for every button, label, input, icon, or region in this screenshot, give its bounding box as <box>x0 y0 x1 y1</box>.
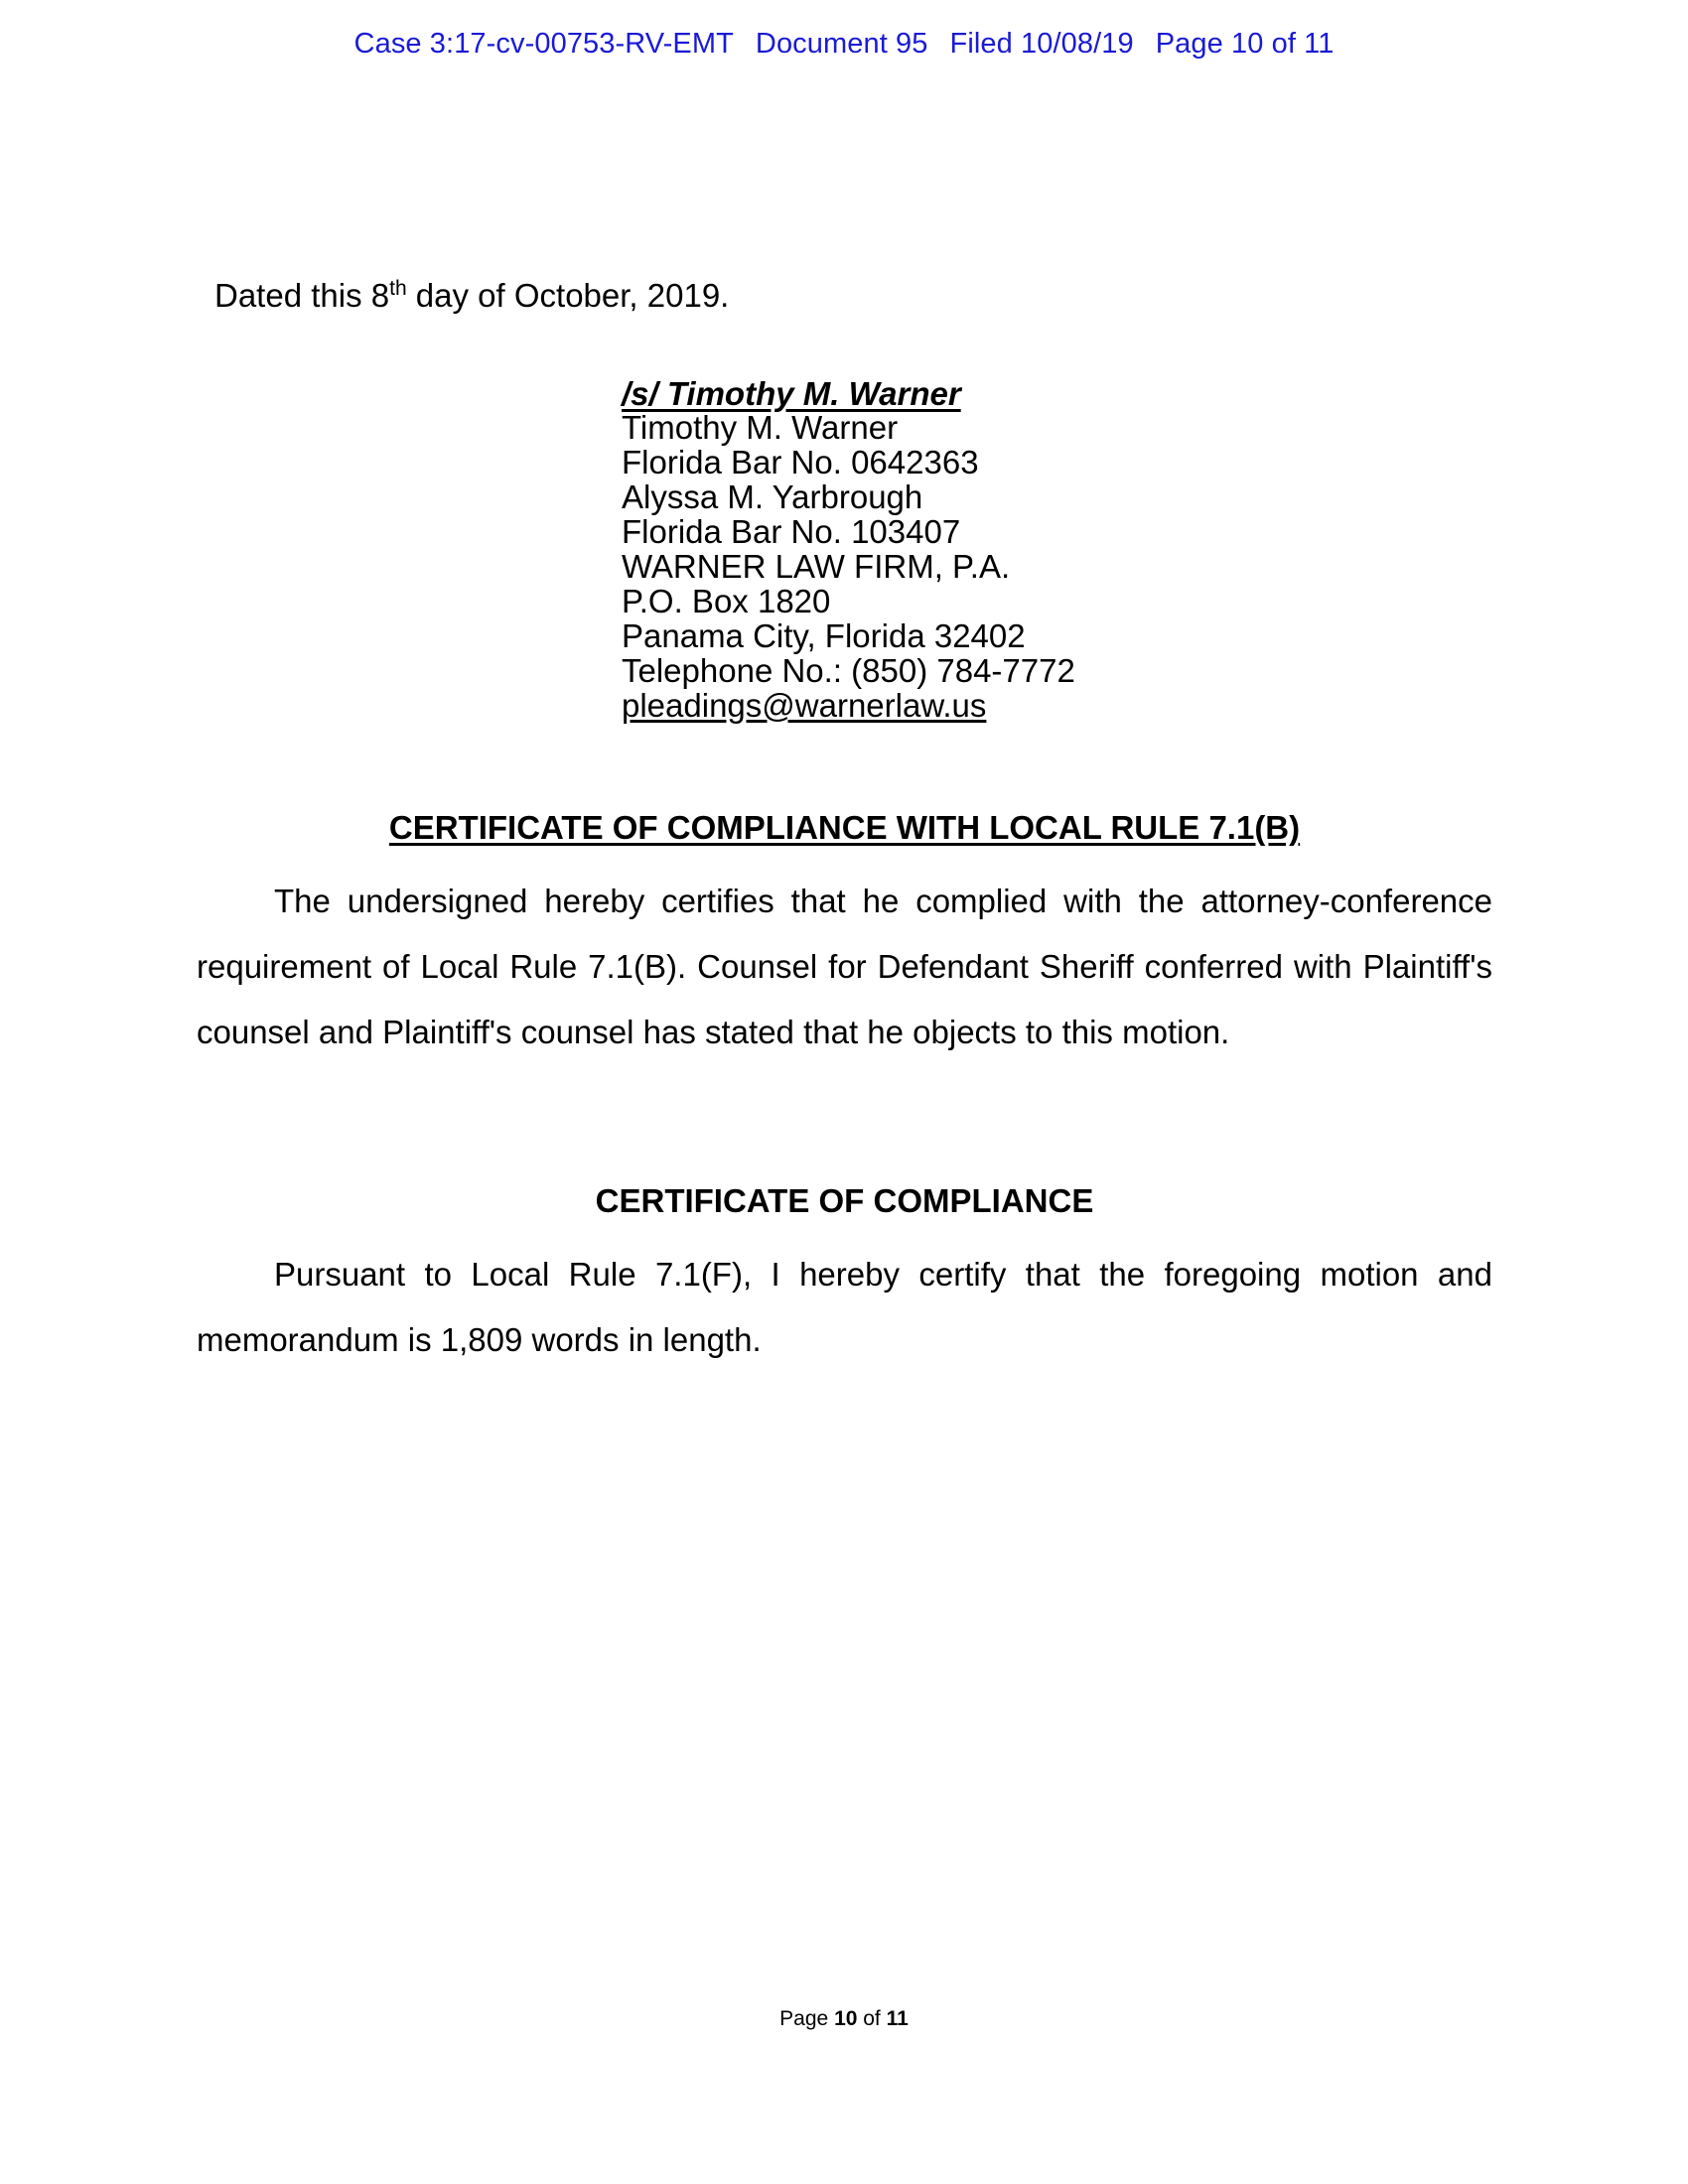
ecf-header-stamp <box>0 28 1688 61</box>
signature-line: WARNER LAW FIRM, P.A. <box>622 547 1011 585</box>
signature-s-line: /s/ Timothy M. Warner <box>622 374 961 412</box>
footer-prefix: Page <box>779 2007 835 2030</box>
ecf-filed-date: Filed 10/08/19 <box>949 28 1134 60</box>
dateline-ordinal-suffix: th <box>389 277 407 300</box>
ecf-case-number: Case 3:17-cv-00753-RV-EMT <box>353 28 734 60</box>
certificate-7-1-b-heading <box>197 809 1492 847</box>
footer-total-pages: 11 <box>886 2007 909 2030</box>
signature-line: Florida Bar No. 103407 <box>622 512 961 550</box>
certificate-7-1-b-heading-text: CERTIFICATE OF COMPLIANCE WITH LOCAL RULE 7.1(B) <box>388 808 1301 846</box>
signature-email-row <box>622 687 1492 722</box>
document-body <box>197 189 1492 1373</box>
signature-line: Telephone No.: (850) 784-7772 <box>622 651 1075 689</box>
dateline-text-after: day of October, 2019. <box>406 277 730 314</box>
footer-middle: of <box>857 2007 887 2030</box>
ecf-document-number: Document 95 <box>755 28 928 60</box>
page-footer <box>0 2007 1688 2031</box>
dateline-text-before: Dated this 8 <box>214 277 390 314</box>
signature-line: P.O. Box 1820 <box>622 582 831 619</box>
certificate-7-1-b-paragraph: The undersigned hereby certifies that he complied with the attorney-conference requirement of Local Rule 7.1(B). Counsel for Defendant Sheriff conferred with Plaintiff's counsel and Plaintiff's counsel has stated that he objects to this motion. <box>197 882 1492 1050</box>
signature-line: Panama City, Florida 32402 <box>622 616 1026 654</box>
footer-page-number: 10 <box>834 2007 858 2030</box>
signature-line: Alyssa M. Yarbrough <box>622 478 923 515</box>
signature-line: Timothy M. Warner <box>622 408 899 446</box>
signature-line: Florida Bar No. 0642363 <box>622 443 979 480</box>
certificate-compliance-heading <box>197 1182 1492 1220</box>
email-link[interactable]: pleadings@warnerlaw.us <box>622 686 987 724</box>
signature-block <box>622 374 1492 724</box>
certificate-compliance-heading-text: CERTIFICATE OF COMPLIANCE <box>595 1181 1094 1219</box>
certificate-compliance-paragraph: Pursuant to Local Rule 7.1(F), I hereby certify that the foregoing motion and memorandum is 1,809 words in length. <box>197 1255 1492 1358</box>
signature-s-line-row <box>622 374 1492 412</box>
dateline <box>214 276 1492 316</box>
ecf-page-indicator: Page 10 of 11 <box>1155 28 1335 60</box>
